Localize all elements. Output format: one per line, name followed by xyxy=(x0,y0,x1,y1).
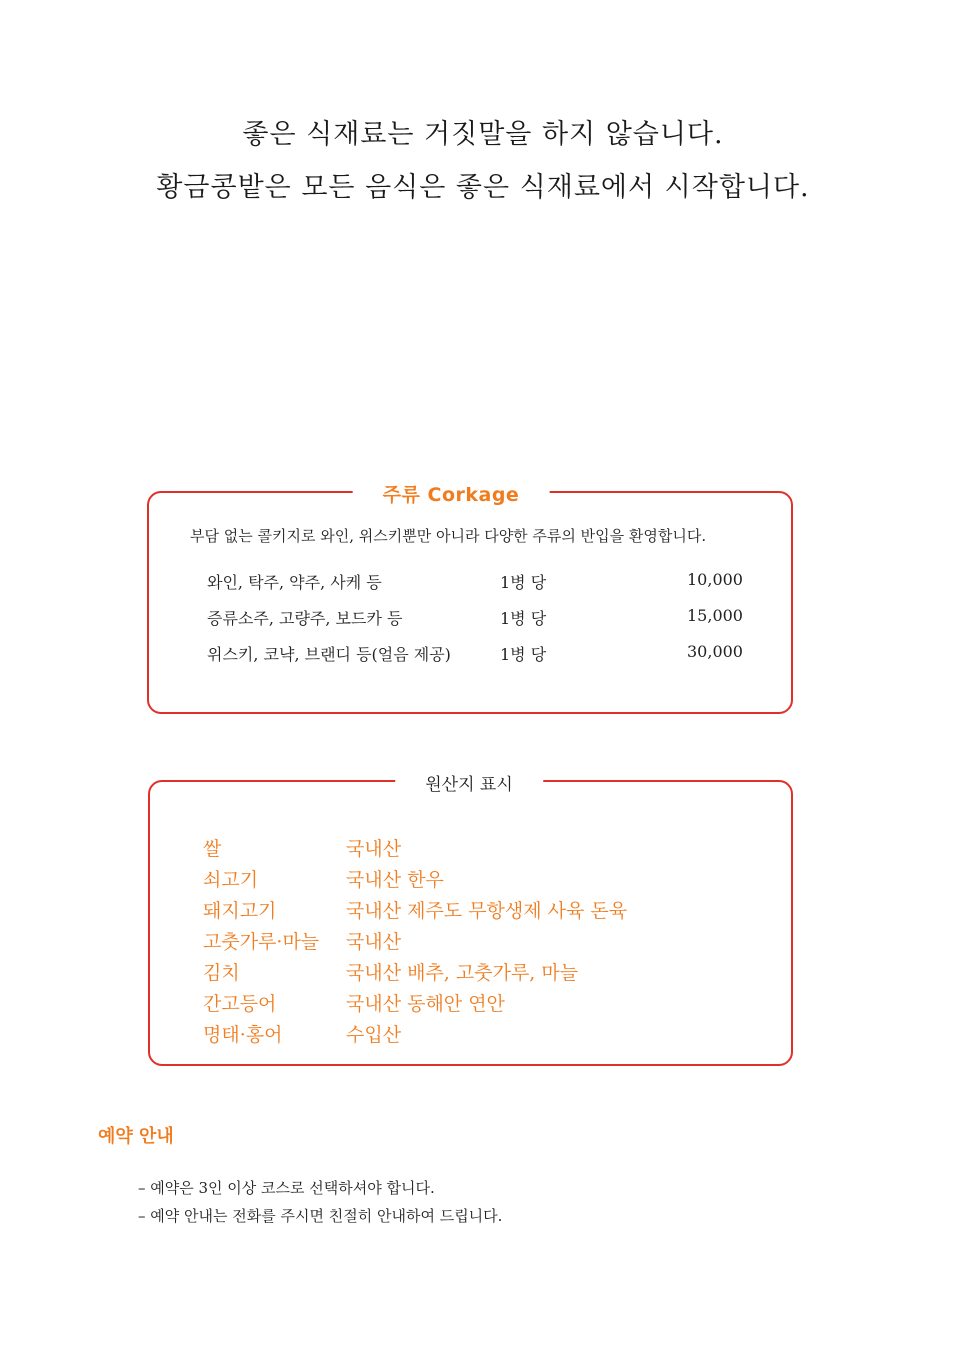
reservation-line: – 예약 안내는 전화를 주시면 친절히 안내하여 드립니다. xyxy=(138,1207,503,1225)
reservation-title: 예약 안내 xyxy=(98,1126,174,1147)
corkage-unit: 1병 당 xyxy=(500,609,547,628)
origin-source: 국내산 한우 xyxy=(346,869,444,891)
corkage-price: 10,000 xyxy=(687,570,743,589)
corkage-unit: 1병 당 xyxy=(500,573,547,592)
corkage-item: 증류소주, 고량주, 보드카 등 xyxy=(207,609,403,628)
headline-line-2: 황금콩밭은 모든 음식은 좋은 식재료에서 시작합니다. xyxy=(156,172,810,203)
origin-source: 국내산 xyxy=(346,838,402,860)
origin-source: 국내산 배추, 고춧가루, 마늘 xyxy=(346,962,579,984)
origin-source: 국내산 xyxy=(346,931,402,953)
corkage-intro: 부담 없는 콜키지로 와인, 위스키뿐만 아니라 다양한 주류의 반입을 환영합니다. xyxy=(190,527,707,545)
origin-title: 원산지 표시 xyxy=(395,770,543,795)
origin-source: 국내산 동해안 연안 xyxy=(346,993,505,1015)
corkage-price: 15,000 xyxy=(687,606,743,625)
origin-name: 간고등어 xyxy=(203,993,277,1015)
corkage-unit: 1병 당 xyxy=(500,645,547,664)
corkage-item: 와인, 탁주, 약주, 사케 등 xyxy=(207,573,382,592)
origin-name: 명태·홍어 xyxy=(203,1024,283,1046)
corkage-title: 주류 Corkage xyxy=(353,480,550,507)
origin-name: 쌀 xyxy=(203,838,222,860)
origin-source: 수입산 xyxy=(346,1024,402,1046)
origin-name: 돼지고기 xyxy=(203,900,277,922)
origin-name: 김치 xyxy=(203,962,240,984)
corkage-price: 30,000 xyxy=(687,642,743,661)
reservation-line: – 예약은 3인 이상 코스로 선택하셔야 합니다. xyxy=(138,1179,435,1197)
corkage-item: 위스키, 코냑, 브랜디 등(얼음 제공) xyxy=(207,645,451,664)
origin-name: 쇠고기 xyxy=(203,869,259,891)
origin-name: 고춧가루·마늘 xyxy=(203,931,320,953)
headline-line-1: 좋은 식재료는 거짓말을 하지 않습니다. xyxy=(242,119,724,150)
origin-source: 국내산 제주도 무항생제 사육 돈육 xyxy=(346,900,628,922)
